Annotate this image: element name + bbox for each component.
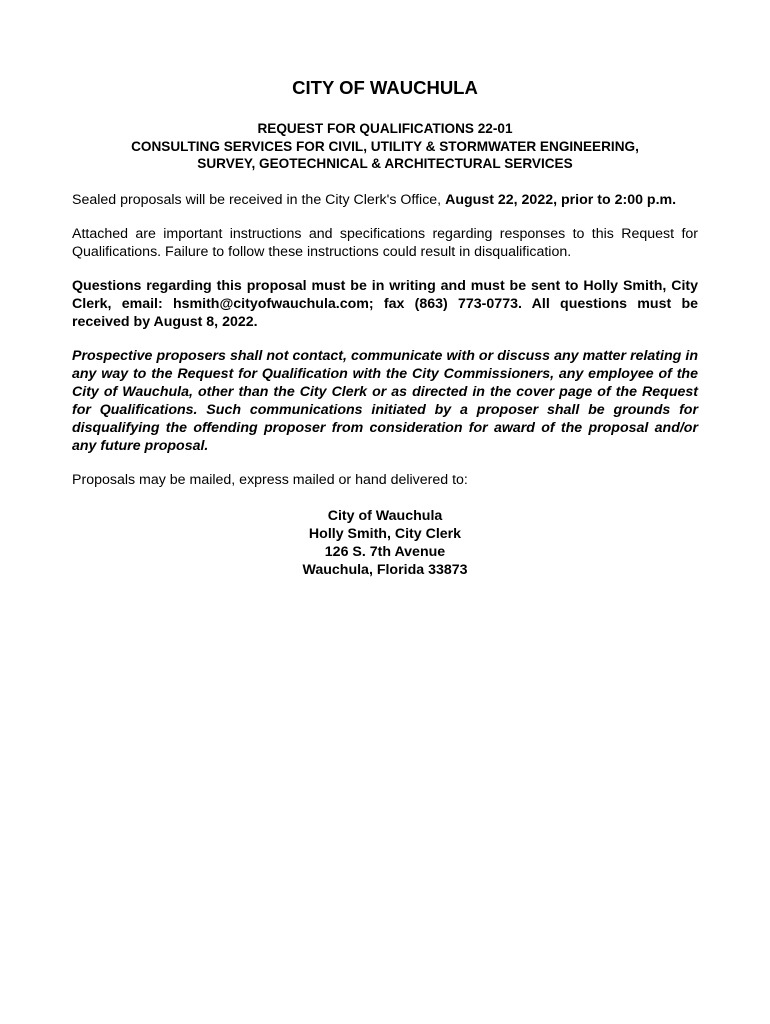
mailing-address [72, 507, 698, 579]
document-content [72, 76, 698, 579]
submission-deadline: August 22, 2022, prior to 2:00 p.m. [445, 191, 677, 208]
address-line-recipient: Holly Smith, City Clerk [308, 525, 462, 542]
rfq-services-line-1: CONSULTING SERVICES FOR CIVIL, UTILITY & STORMWATER ENGINEERING, [131, 138, 639, 154]
rfq-number-line: REQUEST FOR QUALIFICATIONS 22-01 [257, 121, 513, 136]
address-line-street: 126 S. 7th Avenue [324, 543, 446, 560]
address-line-organization: City of Wauchula [327, 507, 443, 524]
address-line-city: Wauchula, Florida 33873 [302, 561, 468, 578]
page-title: CITY OF WAUCHULA [292, 77, 478, 98]
rfq-services-line-2: SURVEY, GEOTECHNICAL & ARCHITECTURAL SERVICES [197, 156, 573, 171]
sealed-proposals-paragraph [72, 191, 698, 209]
delivery-paragraph: Proposals may be mailed, express mailed or hand delivered to: [72, 471, 468, 488]
rfq-heading [72, 120, 698, 173]
sealed-proposals-text: Sealed proposals will be received in the City Clerk's Office, [72, 191, 446, 208]
questions-paragraph: Questions regarding this proposal must be in writing and must be sent to Holly Smith, City Clerk, email: hsmith@cityofwauchula.com; fax (863) 773-0773. All questions must be received by August 8, 2022. [72, 277, 698, 330]
contact-restriction-paragraph: Prospective proposers shall not contact, communicate with or discuss any matter relating in any way to the Request for Qualification with the City Commissioners, any employee of the City of Wauchula, other than the City Clerk or as directed in the cover page of the Request for Qualifications. Such communications initiated by a proposer shall be grounds for disqualifying the offending proposer from consideration for award of the proposal and/or any future proposal. [72, 347, 698, 454]
instructions-paragraph: Attached are important instructions and specifications regarding responses to this Request for Qualifications. Failure to follow these instructions could result in disqualification. [72, 225, 698, 260]
